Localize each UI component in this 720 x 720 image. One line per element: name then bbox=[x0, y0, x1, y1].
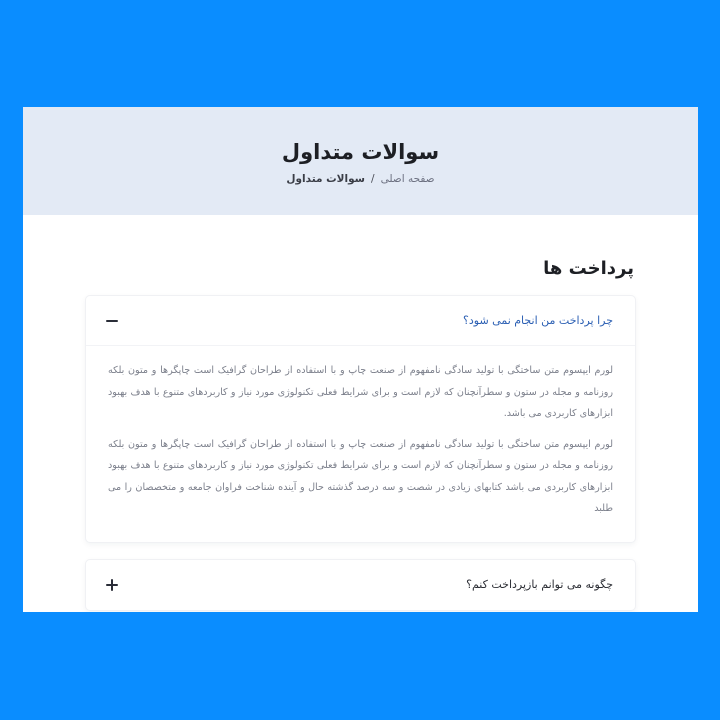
faq-content bbox=[23, 257, 698, 611]
faq-item bbox=[85, 559, 636, 611]
page-frame bbox=[23, 107, 698, 612]
faq-item-header[interactable] bbox=[86, 560, 635, 610]
page-title: سوالات متداول bbox=[281, 140, 440, 165]
breadcrumb-home-link[interactable]: صفحه اصلی bbox=[380, 172, 435, 185]
plus-icon[interactable] bbox=[104, 577, 120, 593]
faq-answer-paragraph: لورم ایپسوم متن ساختگی با تولید سادگی نامفهوم از صنعت چاپ و با استفاده از طراحان گرافیک است چاپگرها و متون بلکه روزنامه و مجله در ستون و سطرآنچنان که لازم است و برای شرایط فعلی تکنولوژی مورد نیاز و کاربردهای متنوع با هدف بهبود ابزارهای کاربردی می باشد. bbox=[108, 365, 613, 419]
faq-item-header[interactable] bbox=[86, 296, 635, 346]
breadcrumb bbox=[286, 173, 434, 185]
breadcrumb-separator: / bbox=[371, 172, 375, 185]
faq-item bbox=[85, 295, 636, 543]
breadcrumb-current: سوالات متداول bbox=[286, 172, 366, 185]
faq-answer-paragraph: لورم ایپسوم متن ساختگی با تولید سادگی نامفهوم از صنعت چاپ و با استفاده از طراحان گرافیک است چاپگرها و متون بلکه روزنامه و مجله در ستون و سطرآنچنان که لازم است و برای شرایط فعلی تکنولوژی مورد نیاز و کاربردهای متنوع با هدف بهبود ابزارهای کاربردی می باشد کتابهای زیادی در شصت و سه درصد گذشته حال و آینده شناخت فراوان جامعه و متخصصان را می طلبد bbox=[108, 438, 613, 514]
faq-answer bbox=[86, 346, 635, 542]
section-title-payments: پرداخت ها bbox=[543, 258, 634, 279]
faq-accordion bbox=[85, 295, 636, 611]
faq-question[interactable]: چرا پرداخت من انجام نمی شود؟ bbox=[463, 314, 613, 327]
faq-question[interactable]: چگونه می توانم بازپرداخت کنم؟ bbox=[466, 578, 613, 591]
page-hero bbox=[23, 107, 698, 215]
minus-icon[interactable] bbox=[104, 313, 120, 329]
